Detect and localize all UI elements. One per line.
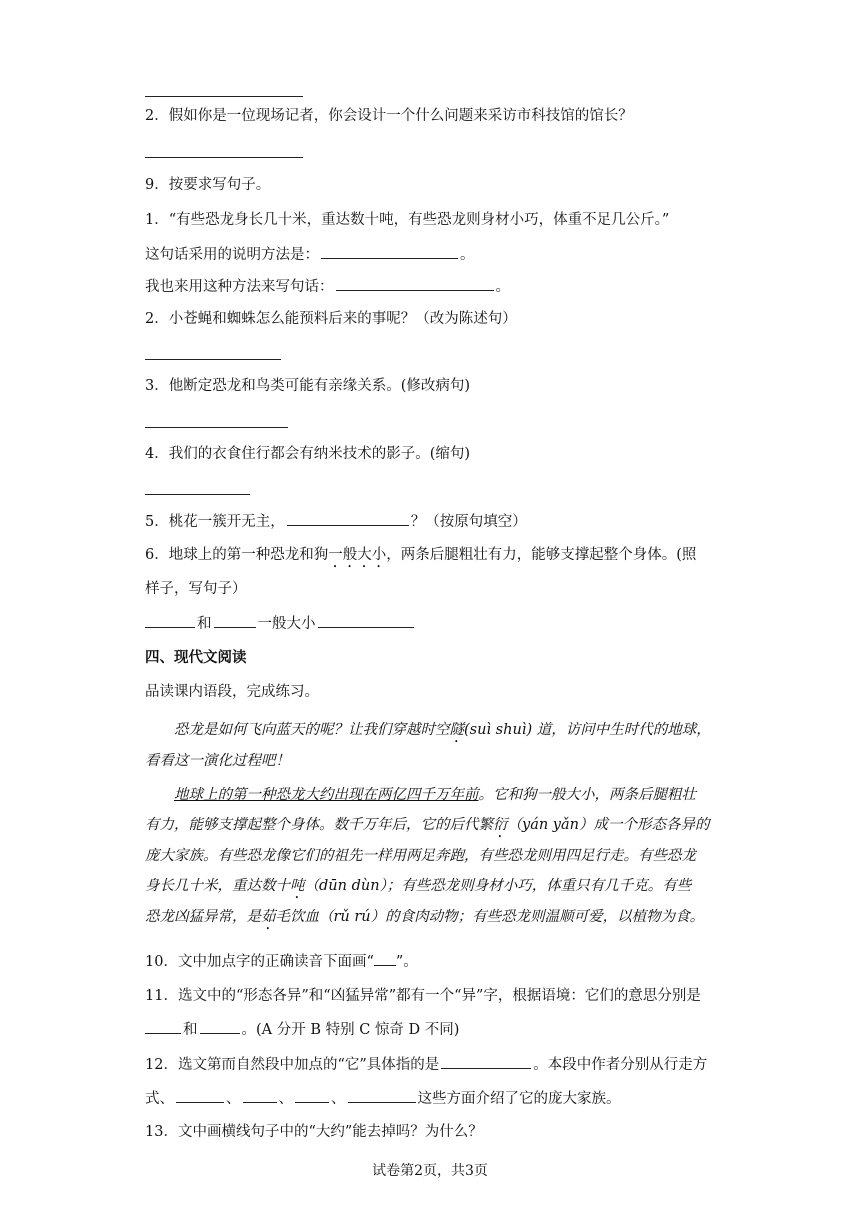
question-9-6-cont: 样子，写句子） — [145, 581, 247, 597]
dotted-text: 一般大小 — [328, 547, 387, 563]
passage-text: （yán yǎn）成一个形态各异的 — [507, 817, 710, 833]
passage-text: 。它和狗一般大小，两条后腿粗壮 — [478, 787, 696, 803]
prompt-text: ”。 — [395, 954, 418, 970]
fill-blank[interactable] — [348, 1088, 416, 1103]
passage-text: 有力，能够支撑起整个身体。数千万年后，它的后代繁 — [145, 817, 493, 833]
answer-line — [145, 427, 288, 428]
fill-blank[interactable] — [321, 244, 458, 259]
he-text: 和 — [197, 616, 212, 632]
prompt-text: 。本段中作者分别从行走方 — [533, 1057, 708, 1073]
fill-blank[interactable] — [243, 1088, 277, 1103]
question-11-cont — [145, 1019, 459, 1040]
passage-text: 看看这一演化过程吧！ — [145, 753, 290, 769]
prompt-text: ，两条后腿粗壮有力，能够支撑起整个身体。(照 — [386, 547, 697, 563]
passage-text: 身长几十米，重达数十 — [145, 878, 290, 894]
question-12 — [145, 1054, 707, 1075]
page-footer: 试卷第2页，共3页 — [372, 1163, 488, 1179]
question-9-6-answer — [145, 613, 416, 634]
passage-text: 恐龙凶猛异常，是 — [145, 909, 261, 925]
fill-blank[interactable] — [200, 1019, 240, 1034]
passage-text: （dūn dùn）；有些恐龙则身材小巧，体重只有几千克。有些 — [304, 878, 692, 894]
passage-text: 毛饮血（rǔ rú）的食肉动物；有些恐龙则温顺可爱，以植物为食。 — [275, 909, 705, 925]
dotted-char: 衍 — [493, 817, 508, 833]
question-10 — [145, 951, 418, 972]
separator: 、 — [278, 1091, 293, 1107]
question-9-1a — [145, 244, 475, 265]
period: 。 — [460, 247, 475, 263]
fill-blank[interactable] — [295, 1088, 329, 1103]
period: 。 — [495, 279, 510, 295]
question-9-2: 2．小苍蝇和蜘蛛怎么能预料后来的事呢？（改为陈述句） — [145, 311, 517, 327]
dotted-char: 吨 — [290, 878, 305, 894]
separator: 、 — [226, 1091, 241, 1107]
prompt-text: 这些方面介绍了它的庞大家族。 — [417, 1091, 621, 1107]
underlined-sentence: 地球上的第一种恐龙大约出现在两亿四千万年前 — [174, 787, 479, 803]
fill-blank[interactable] — [336, 276, 494, 291]
question-9-4: 4．我们的衣食住行都会有纳米技术的影子。(缩句) — [145, 446, 471, 462]
question-9-1: 1．“有些恐龙身长几十米，重达数十吨，有些恐龙则身材小巧，体重不足几公斤。” — [145, 212, 670, 228]
answer-line — [145, 494, 250, 495]
passage-text: (suì shuì) 道，访问中生时代的地球， — [464, 722, 711, 738]
fill-blank[interactable] — [374, 951, 396, 966]
prompt-text: 。(A 分开 B 特别 C 惊奇 D 不同) — [241, 1022, 460, 1038]
fill-blank[interactable] — [287, 511, 409, 526]
prompt-text: 5．桃花一簇开无主， — [145, 514, 285, 530]
question-11: 11．选文中的“形态各异”和“凶猛异常”都有一个“异”字，根据语境：它们的意思分别是 — [145, 988, 701, 1004]
question-9-3: 3．他断定恐龙和鸟类可能有亲缘关系。(修改病句) — [145, 378, 471, 394]
dotted-char: 茹 — [261, 909, 276, 925]
fill-blank[interactable] — [145, 613, 195, 628]
separator: 、 — [331, 1091, 346, 1107]
prompt-text: 我也来用这种方法来写句话： — [145, 279, 334, 295]
prompt-text: 式、 — [145, 1091, 174, 1107]
answer-line — [145, 157, 303, 158]
size-text: 一般大小 — [257, 616, 316, 632]
fill-blank[interactable] — [145, 1019, 181, 1034]
question-9-1b — [145, 276, 510, 297]
passage-paragraph-1 — [145, 715, 715, 776]
prompt-text: ？（按原句填空） — [410, 514, 527, 530]
he-text: 和 — [183, 1022, 198, 1038]
answer-line — [145, 359, 281, 360]
question-9-title: 9．按要求写句子。 — [145, 177, 271, 193]
question-13: 13．文中画横线句子中的“大约”能去掉吗？为什么？ — [145, 1124, 483, 1140]
section-intro: 品读课内语段，完成练习。 — [145, 684, 319, 700]
question-8-2: 2．假如你是一位现场记者，你会设计一个什么问题来采访市科技馆的馆长？ — [145, 108, 633, 124]
fill-blank[interactable] — [318, 613, 414, 628]
dotted-char: 隧 — [449, 722, 464, 738]
prompt-text: 这句话采用的说明方法是： — [145, 247, 319, 263]
prompt-text: 12．选文第而自然段中加点的“它”具体指的是 — [145, 1057, 440, 1073]
section-title: 四、现代文阅读 — [145, 650, 247, 666]
prompt-text: 10．文中加点字的正确读音下面画“ — [145, 954, 374, 970]
question-9-6 — [145, 545, 696, 571]
passage-text: 庞大家族。有些恐龙像它们的祖先一样用两足奔跑，有些恐龙则用四足行走。有些恐龙 — [145, 848, 696, 864]
fill-blank[interactable] — [214, 613, 256, 628]
answer-line — [145, 96, 303, 97]
question-12-cont — [145, 1088, 621, 1109]
prompt-text: 6．地球上的第一种恐龙和狗 — [145, 547, 329, 563]
fill-blank[interactable] — [441, 1054, 531, 1069]
fill-blank[interactable] — [176, 1088, 224, 1103]
passage-paragraph-2 — [145, 780, 715, 933]
question-9-5 — [145, 511, 527, 532]
passage-text: 恐龙是如何飞向蓝天的呢？让我们穿越时空 — [174, 722, 450, 738]
